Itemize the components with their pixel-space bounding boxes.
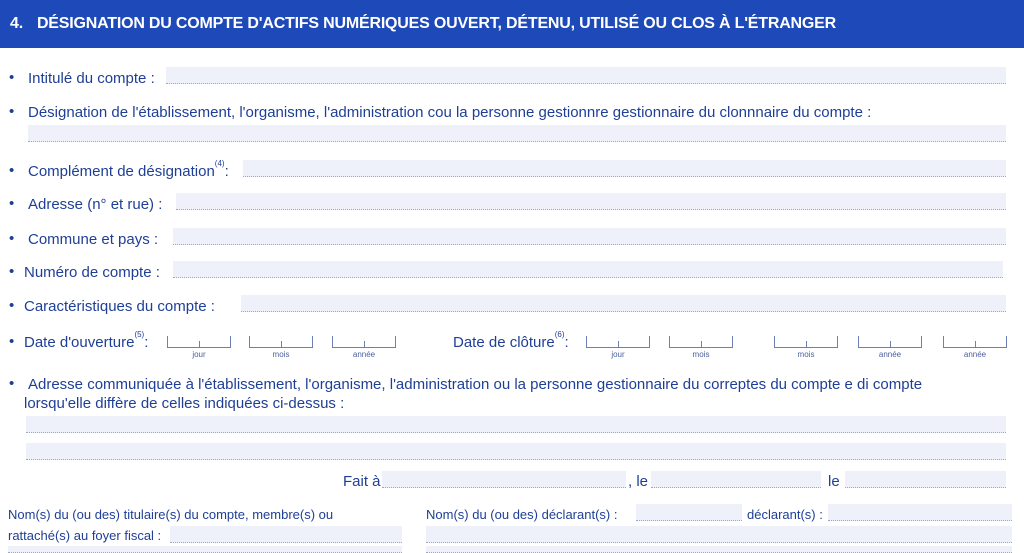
date-label-annee: année [878, 350, 902, 359]
date-cloture-annee-box[interactable] [858, 336, 922, 348]
label-complement-text: Complément de désignation [28, 163, 215, 180]
declarant-field-3[interactable] [426, 526, 1012, 543]
label-date-ouverture [24, 330, 149, 351]
date-label-mois: mois [797, 350, 815, 359]
date-label-annee: année [963, 350, 987, 359]
bullet: • [9, 297, 15, 314]
date-label-annee: année [352, 350, 376, 359]
note-5: (5) [134, 330, 145, 339]
date-label-mois: mois [272, 350, 290, 359]
declarant-field-4[interactable] [426, 546, 1012, 553]
label-le-1: , le [628, 473, 649, 490]
label-fait-a: Fait à [343, 473, 381, 490]
date-cloture-jour-box[interactable] [586, 336, 650, 348]
colon: : [564, 334, 569, 351]
section-header [0, 0, 1024, 48]
date-label-jour: jour [192, 350, 206, 359]
date-ouverture-annee-box[interactable] [332, 336, 396, 348]
bullet: • [9, 162, 15, 179]
bullet: • [9, 69, 15, 86]
colon: : [144, 334, 149, 351]
fait-a-field[interactable] [382, 471, 626, 488]
label-numero: Numéro de compte : [24, 264, 160, 281]
adresse-communiquee-field-1[interactable] [26, 416, 1006, 433]
note-6: (6) [554, 330, 565, 339]
date-cloture-mois-box[interactable] [669, 336, 733, 348]
label-date-ouverture-text: Date d'ouverture [24, 334, 135, 351]
date-signature-field-2[interactable] [845, 471, 1006, 488]
intitule-field[interactable] [166, 67, 1006, 84]
label-date-cloture [453, 330, 569, 351]
label-date-cloture-text: Date de clôture [453, 334, 555, 351]
date-label-mois: mois [692, 350, 710, 359]
label-titulaire-1: Nom(s) du (ou des) titulaire(s) du compte, membre(s) ou [8, 507, 334, 522]
label-caracteristiques: Caractéristiques du compte : [24, 298, 215, 315]
date-cloture-annee2-box[interactable] [943, 336, 1007, 348]
label-designation: Désignation de l'établissement, l'organisme, l'administration cou la personne gestionnre gestionnaire du clonnnaire du compte : [28, 104, 872, 121]
label-adresse: Adresse (n° et rue) : [28, 196, 163, 213]
bullet: • [9, 103, 15, 120]
date-ouverture-jour-box[interactable] [167, 336, 231, 348]
titulaire-field[interactable] [170, 526, 402, 543]
date-ouverture-mois-box[interactable] [249, 336, 313, 348]
declarant-field[interactable] [636, 504, 742, 521]
label-intitule: Intitulé du compte : [28, 70, 155, 87]
bullet: • [9, 333, 15, 350]
adresse-communiquee-field-2[interactable] [26, 443, 1006, 460]
date-label-jour: jour [611, 350, 625, 359]
section-number: 4. [10, 15, 23, 32]
label-complement [28, 159, 229, 180]
caracteristiques-field[interactable] [241, 295, 1006, 312]
note-4: (4) [214, 159, 225, 168]
bullet: • [9, 375, 15, 392]
label-titulaire-2: rattaché(s) au foyer fiscal : [8, 528, 162, 543]
date-signature-field-1[interactable] [651, 471, 821, 488]
label-le-2: le [828, 473, 840, 490]
designation-field[interactable] [28, 125, 1006, 142]
label-commune: Commune et pays : [28, 231, 159, 248]
complement-field[interactable] [243, 160, 1006, 177]
section-title: DÉSIGNATION DU COMPTE D'ACTIFS NUMÉRIQUES OUVERT, DÉTENU, UTILISÉ OU CLOS À L'ÉTRANGER [36, 15, 836, 32]
declarant-field-2[interactable] [828, 504, 1012, 521]
label-declarant-2: déclarant(s) : [747, 507, 823, 522]
titulaire-field-2[interactable] [8, 546, 402, 553]
date-cloture-mois2-box[interactable] [774, 336, 838, 348]
bullet: • [9, 230, 15, 247]
colon: : [224, 163, 229, 180]
label-declarant: Nom(s) du (ou des) déclarant(s) : [426, 507, 618, 522]
commune-field[interactable] [173, 228, 1006, 245]
bullet: • [9, 263, 15, 280]
label-adresse-communiquee-2: lorsqu'elle diffère de celles indiquées ci-dessus : [24, 395, 345, 412]
bullet: • [9, 195, 15, 212]
label-adresse-communiquee-1: Adresse communiquée à l'établissement, l'organisme, l'administration ou la personne gestionnaire du correptes du compte e di compte [28, 376, 923, 393]
numero-field[interactable] [173, 261, 1003, 278]
adresse-field[interactable] [176, 193, 1006, 210]
